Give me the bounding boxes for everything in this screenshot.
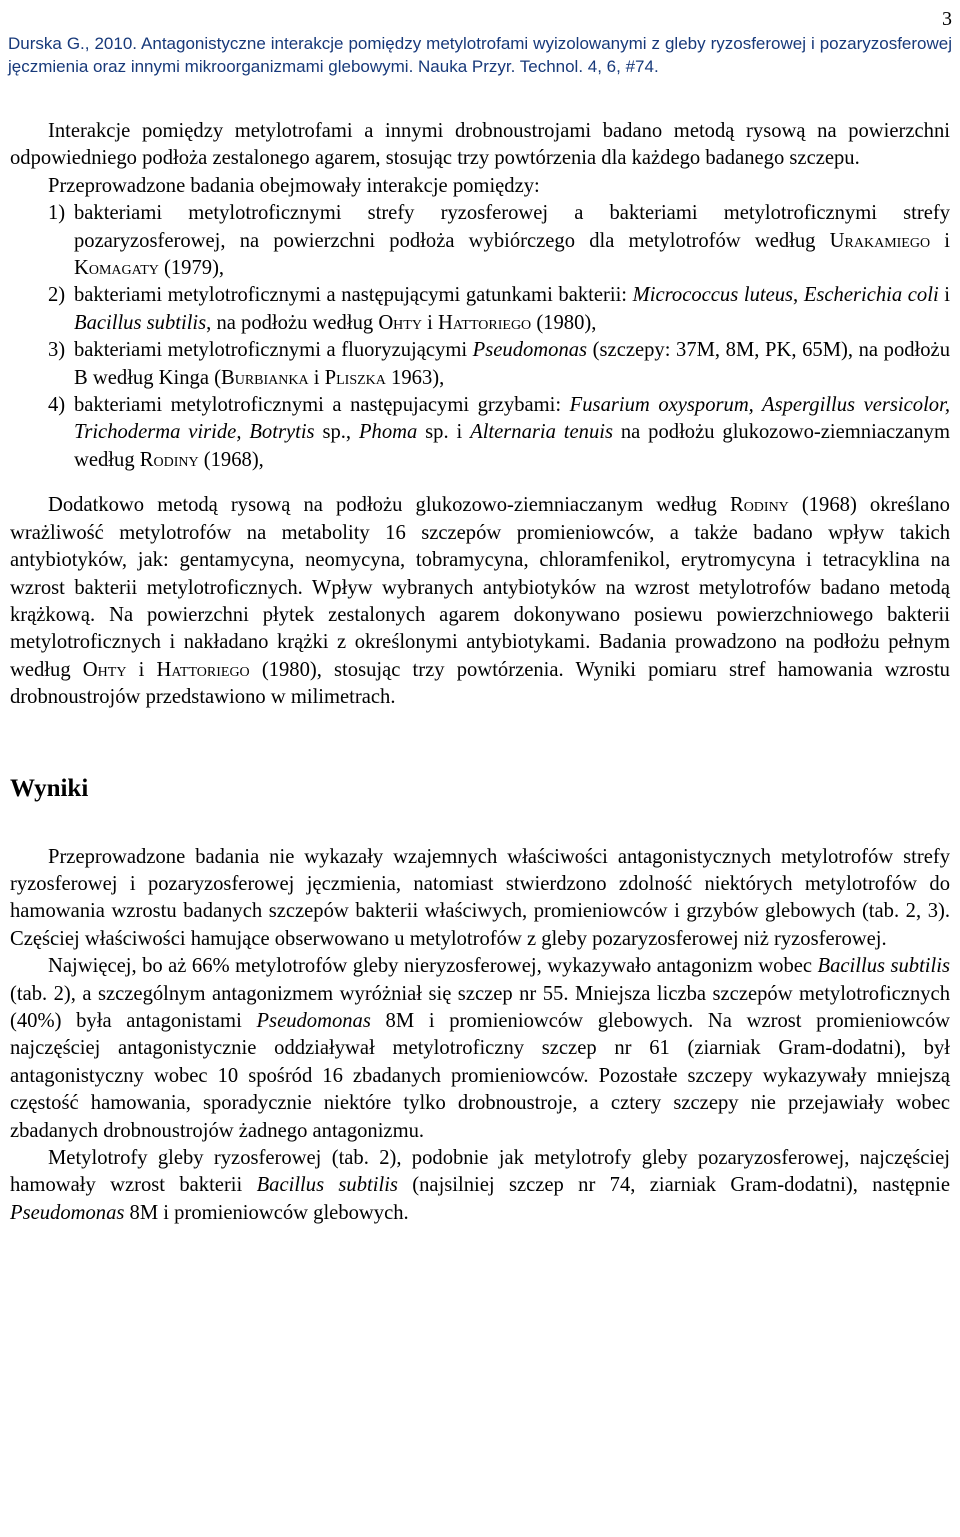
item-text: bakteriami metylotroficznymi a następującymi gatunkami bakterii: <box>74 284 633 307</box>
document-body <box>10 118 950 1227</box>
item-text: (szczepy: 37M, 8M, PK, 65M), na podłożu B według Kinga ( <box>74 339 950 389</box>
item-text: , <box>793 284 804 307</box>
page-number: 3 <box>942 8 952 30</box>
item-text: (1968), <box>198 448 264 471</box>
section-heading-results: Wyniki <box>10 774 89 802</box>
item-text: i <box>421 311 438 334</box>
species-name: Pseudomonas <box>10 1201 125 1224</box>
methods-paragraph-1: Interakcje pomiędzy metylotrofami a innymi drobnoustrojami badano metodą rysową na powierzchni odpowiedniego podłoża zestalonego agarem, stosując trzy powtórzenia dla każdego badanego szczepu. <box>10 120 950 170</box>
item-text: 1963), <box>385 366 445 389</box>
list-number: 3) <box>48 339 66 362</box>
item-text: i <box>308 366 325 389</box>
list-item <box>10 282 950 337</box>
results-paragraph-1: Przeprowadzone badania nie wykazały wzajemnych właściwości antagonistycznych metylotrofów strefy ryzosferowej i pozaryzosferowej jęczmienia, natomiast stwierdzono zdolność niektórych metylotrofów do hamowania wzrostu badanych szczepów bakterii właściwych, promieniowców i grzybów glebowych (tab. 2, 3). Częściej właściwości hamujące obserwowano u metylotrofów z gleby pozaryzosferowej niż ryzosferowej. <box>10 845 950 950</box>
interactions-list <box>10 200 950 474</box>
item-text: bakteriami metylotroficznymi strefy ryzosferowej a bakteriami metylotroficznymi strefy pozaryzosferowej, na powierzchni podłoża wybiórczego dla metylotrofów według <box>74 202 950 252</box>
species-name: Bacillus subtilis <box>256 1174 398 1197</box>
methods-paragraph-3: Dodatkowo metodą rysową na podłożu glukozowo-ziemniaczanym według Rodiny (1968) określano wrażliwość metylotrofów na metabolity 16 szczepów promieniowców, a także badano wpływ takich antybiotyków, jak: gentamycyna, neomycyna, tobramycyna, chloramfenikol, erytromycyna i tetracyklina na wzrost bakterii metylotroficznych. Wpływ wybranych antybiotyków na wzrost metylotrofów badano metodą krążkową. Na powierzchni płytek zestalonych agarem dokonywano posiewu powierzchniowego bakterii metylotroficznych i nakładano krążki z określonymi antybiotykami. Badania prowadzono na podłożu pełnym według Ohty i Hattoriego (1980), stosując trzy powtórzenia. Wyniki pomiaru stref hamowania wzrostu drobnoustrojów przedstawiono w milimetrach. <box>10 494 950 709</box>
item-text: bakteriami metylotroficznymi a fluoryzującymi <box>74 339 473 362</box>
item-text: , na podłożu według <box>206 311 379 334</box>
author-name: Komagaty <box>74 257 159 280</box>
species-name: Escherichia coli <box>803 284 939 307</box>
citation-header: Durska G., 2010. Antagonistyczne interakcje pomiędzy metylotrofami wyizolowanymi z gleby ryzosferowej i pozaryzosferowej jęczmienia oraz innymi mikroorganizmami glebowymi. Nauka Przyr. Technol. 4, 6, #74. <box>8 34 952 76</box>
list-item <box>10 337 950 392</box>
species-name: Bacillus subtilis <box>817 955 950 978</box>
item-text: sp. i <box>417 421 471 444</box>
author-name: Hattoriego <box>438 311 532 334</box>
spacer <box>10 474 950 492</box>
species-name: Phoma <box>358 421 418 444</box>
results-paragraph-3: Metylotrofy gleby ryzosferowej (tab. 2), podobnie jak metylotrofy gleby pozaryzosferowej, najczęściej hamowały wzrost bakterii Bacillus subtilis (najsilniej szczep nr 74, ziarniak Gram-dodatni), następnie Pseudomonas 8M i promieniowców glebowych. <box>10 1147 951 1224</box>
species-name: Micrococcus luteus <box>632 284 794 307</box>
item-text: (1980), <box>531 311 597 334</box>
item-text: na podłożu glukozowo-ziemniaczanym według <box>74 421 950 471</box>
list-item <box>10 392 950 474</box>
list-number: 2) <box>48 284 66 307</box>
author-name: Hattoriego <box>156 658 250 681</box>
species-name: Pseudomonas <box>472 339 588 362</box>
author-name: Ohty <box>82 658 127 681</box>
author-name: Urakamiego <box>829 229 931 252</box>
item-text: sp., <box>314 421 359 444</box>
species-name: Bacillus subtilis <box>74 311 207 334</box>
species-name: Pseudomonas <box>256 1009 371 1032</box>
species-name: Fusarium oxysporum, Aspergillus versicolor, Trichoderma viride, Botrytis <box>74 394 950 444</box>
results-paragraph-2: Najwięcej, bo aż 66% metylotrofów gleby nieryzosferowej, wykazywało antagonizm wobec Bacillus subtilis (tab. 2), a szczególnym antagonizmem wyróżniał się szczep nr 55. Mniejsza liczba szczepów metylotroficznych (40%) była antagonistami Pseudomonas 8M i promieniowców glebowych. Na wzrost promieniowców najczęściej antagonistycznie oddziaływał metylotroficzny szczep nr 61 (ziarniak Gram-dodatni), był antagonistyczny wobec 10 spośród 16 zbadanych promieniowców. Pozostałe szczepy wykazywały mniejszą częstość hamowania, sporadycznie niektóre tylko drobnoustroje, a cztery szczepy nie przejawiały wobec zbadanych drobnoustrojów żadnego antagonizmu. <box>10 955 950 1142</box>
list-number: 4) <box>48 394 66 417</box>
author-name: Rodiny <box>139 448 199 471</box>
methods-paragraph-2: Przeprowadzone badania obejmowały interakcje pomiędzy: <box>48 174 540 197</box>
author-name: Burbianka <box>221 366 309 389</box>
author-name: Pliszka <box>324 366 386 389</box>
item-text: bakteriami metylotroficznymi a następujacymi grzybami: <box>74 394 570 417</box>
list-number: 1) <box>48 202 66 225</box>
item-text: i <box>938 284 951 307</box>
author-name: Rodiny <box>729 494 789 517</box>
species-name: Alternaria tenuis <box>470 421 613 444</box>
list-item <box>10 200 950 282</box>
item-text: i <box>930 229 951 252</box>
item-text: (1979), <box>158 257 225 280</box>
author-name: Ohty <box>378 311 422 334</box>
